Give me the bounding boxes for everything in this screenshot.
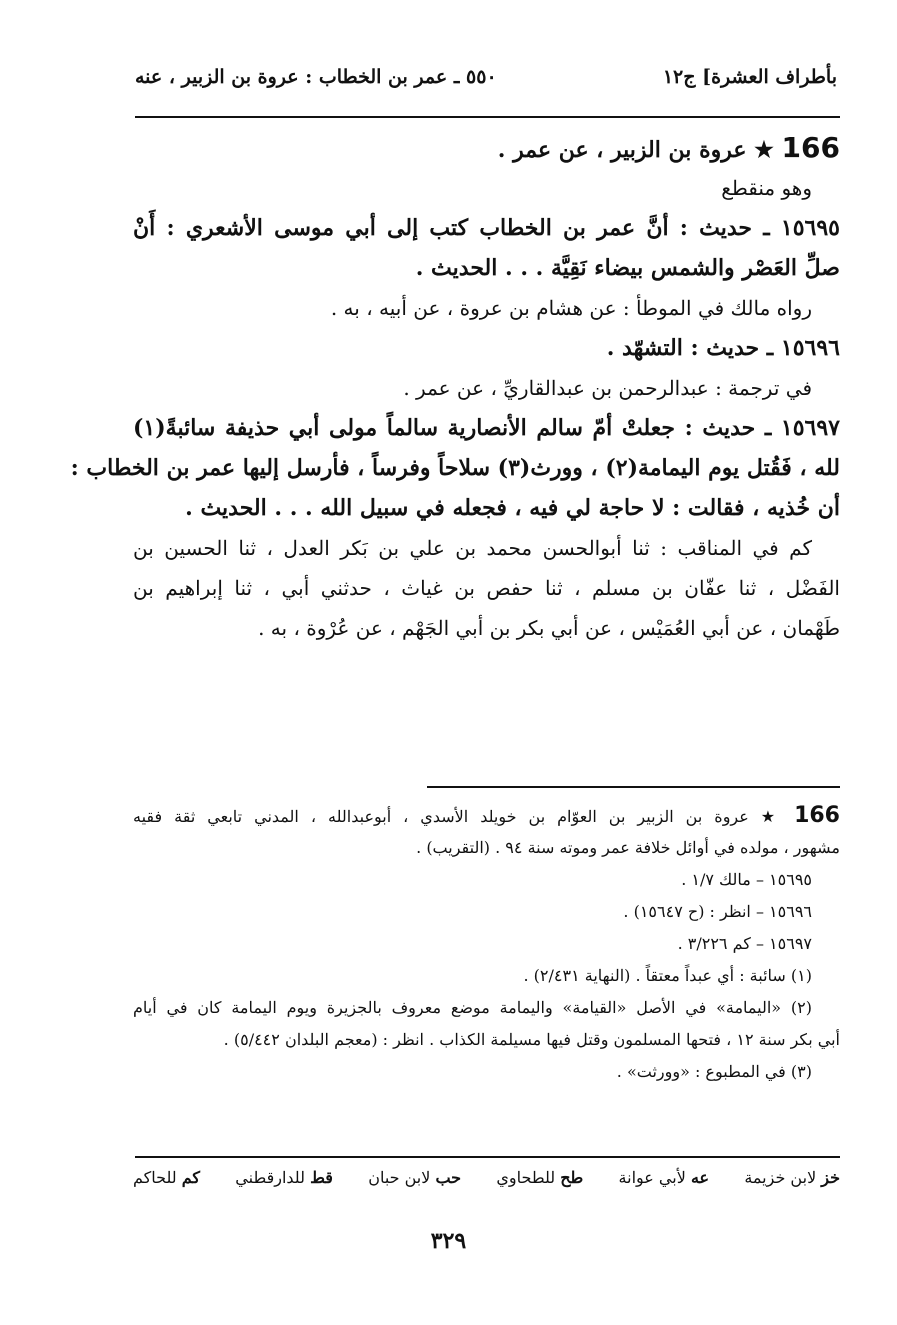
entry-note: وهو منقطع [721,176,812,200]
header-section: ٥٥٠ ـ عمر بن الخطاب : عروة بن الزبير ، عنه [135,66,497,88]
hadith-15697-line1: ١٥٦٩٧ ـ حديث : جعلتْ أمّ سالم الأنصارية سالماً مولى أبي حذيفة سائبةً(١) [133,415,840,441]
footnote-1: (١) سائبة : أي عبداً معتقاً . (النهاية ٢/٤٣١) . [523,966,812,985]
hadith-15695-line1: ١٥٦٩٥ ـ حديث : أنَّ عمر بن الخطاب كتب إلى أبي موسى الأشعري : أَنْ [133,215,840,241]
hadith-15697-line3: أن خُذيه ، فقالت : لا حاجة لي فيه ، فجعله في سبيل الله . . . الحديث . [185,495,840,521]
footnote-entry-text: ★ عروة بن الزبير بن العوّام بن خويلد الأسدي ، أبوعبدالله ، المدني تابعي ثقة فقيه [133,807,783,826]
footnote-15697: ١٥٦٩٧ – كم ٣/٢٢٦ . [677,934,812,953]
hadith-15696-source: في ترجمة : عبدالرحمن بن عبدالقاريِّ ، عن عمر . [403,376,812,400]
abbreviations-rule [135,1156,840,1158]
footnote-3: (٣) في المطبوع : «وورثت» . [616,1062,812,1081]
abbreviations-legend [133,1168,840,1187]
entry-number: 166 [781,131,840,164]
footnote-entry-line2: مشهور ، مولده في أوائل خلافة عمر وموته سنة ٩٤ . (التقريب) . [416,838,840,857]
hadith-15697-source-line2: الفَضْل ، ثنا عفّان بن مسلم ، ثنا حفص بن غياث ، حدثني أبي ، ثنا إبراهيم بن [133,576,840,600]
abbr-item: قط للدارقطني [235,1168,333,1187]
abbr-item: طح للطحاوي [496,1168,584,1187]
abbr-item: حب لابن حبان [368,1168,462,1187]
main-text [70,128,840,648]
footnote-2-line1: (٢) «اليمامة» في الأصل «القيامة» واليمامة موضع معروف بالجزيرة ويوم اليمامة كان في أيام [133,998,812,1017]
hadith-15697-line2: لله ، فَقُتل يوم اليمامة(٢) ، وورث(٣) سلاحاً وفرساً ، فأرسل إليها عمر بن الخطاب : [70,455,840,481]
footnotes [133,800,840,1088]
footnote-15695: ١٥٦٩٥ – مالك ١/٧ . [681,870,812,889]
hadith-15695-source: رواه مالك في الموطأ : عن هشام بن عروة ، عن أبيه ، به . [330,296,812,320]
hadith-15695-line2: صلِّ العَصْر والشمس بيضاء نَقِيَّة . . . الحديث . [415,255,840,281]
footnote-rule [427,786,840,788]
footnote-2-line2: أبي بكر سنة ١٢ ، فتحها المسلمون وقتل فيها مسيلمة الكذاب . انظر : (معجم البلدان ٥/٤٤٢) . [223,1030,840,1049]
page-number: ٣٢٩ [430,1228,467,1254]
header-rule [135,116,840,118]
footnote-15696: ١٥٦٩٦ – انظر : (ح ١٥٦٤٧) . [623,902,812,921]
footnote-entry-line1 [133,800,840,832]
running-header [135,66,837,102]
abbr-item: عه لأبي عوانة [618,1168,710,1187]
entry-title: ★ عروة بن الزبير ، عن عمر . [497,137,774,163]
header-volume: بأطراف العشرة] ج١٢ [662,66,837,88]
hadith-15697-source-line1: كم في المناقب : ثنا أبوالحسن محمد بن علي بن بَكر العدل ، ثنا الحسين بن [133,536,812,560]
abbr-item: كم للحاكم [133,1168,200,1187]
hadith-15696: ١٥٦٩٦ ـ حديث : التشهّد . [606,335,840,361]
entry-heading [133,128,840,168]
hadith-15697-source-line3: طَهْمان ، عن أبي العُمَيْس ، عن أبي بكر بن أبي الجَهْم ، عن عُرْوة ، به . [258,616,840,640]
abbr-item: خز لابن خزيمة [744,1168,840,1187]
footnote-entry-number: 166 [794,803,840,828]
